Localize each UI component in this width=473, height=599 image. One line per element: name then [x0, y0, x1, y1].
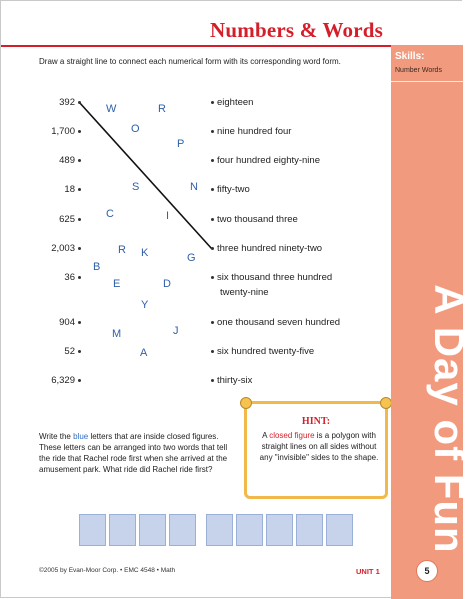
numeral-text: 36	[64, 272, 75, 283]
word-dot	[211, 101, 214, 104]
word-item[interactable]	[211, 316, 340, 330]
unit-label: UNIT 1	[356, 567, 380, 576]
numeral-dot	[78, 130, 81, 133]
numeral-text: 1,700	[51, 126, 75, 137]
word-item[interactable]	[211, 183, 250, 197]
puzzle-letter: R	[118, 244, 126, 256]
question-text	[39, 431, 239, 475]
puzzle-letter: E	[113, 278, 121, 290]
question-blue-word: blue	[73, 432, 89, 441]
word-text: eighteen	[217, 97, 254, 108]
puzzle-letter: B	[93, 261, 101, 273]
word-text: four hundred eighty-nine	[217, 155, 320, 166]
hint-part: A	[262, 431, 270, 440]
copyright-footer: ©2005 by Evan-Moor Corp. • EMC 4548 • Math	[39, 567, 176, 574]
drawn-connecting-line	[79, 102, 212, 249]
numeral-item[interactable]	[21, 214, 81, 225]
numeral-item[interactable]	[21, 184, 81, 195]
sidebar-top-strip	[391, 1, 463, 45]
puzzle-letter: C	[106, 208, 114, 220]
puzzle-letter: A	[140, 347, 148, 359]
answer-box[interactable]	[236, 514, 263, 546]
hint-title: HINT:	[301, 416, 331, 427]
answer-box[interactable]	[109, 514, 136, 546]
pushpin-icon	[240, 397, 252, 409]
numeral-dot	[78, 101, 81, 104]
answer-box[interactable]	[326, 514, 353, 546]
numeral-dot	[78, 321, 81, 324]
puzzle-letter: Y	[141, 299, 149, 311]
numeral-dot	[78, 188, 81, 191]
numeral-text: 2,003	[51, 243, 75, 254]
word-dot	[211, 350, 214, 353]
word-text: one thousand seven hundred	[217, 317, 341, 328]
numeral-item[interactable]	[21, 375, 81, 386]
numeral-item[interactable]	[21, 272, 81, 283]
answer-box[interactable]	[206, 514, 233, 546]
word-item[interactable]	[211, 154, 320, 168]
word-dot	[211, 379, 214, 382]
skills-divider	[391, 81, 463, 82]
numeral-text: 52	[64, 346, 75, 357]
puzzle-letter: P	[177, 138, 185, 150]
word-item[interactable]	[211, 125, 291, 139]
numeral-text: 625	[59, 214, 75, 225]
word-text: three hundred ninety-two	[217, 243, 323, 254]
word-dot	[211, 159, 214, 162]
word-text: thirty-six	[217, 375, 253, 386]
page-title: Numbers & Words	[210, 18, 383, 42]
connecting-line-layer	[1, 1, 391, 599]
numeral-dot	[78, 350, 81, 353]
numeral-item[interactable]	[21, 346, 81, 357]
word-text: fifty-two	[217, 184, 250, 195]
numeral-dot	[78, 159, 81, 162]
instructions: Draw a straight line to connect each numerical form with its corresponding word form.	[39, 57, 341, 66]
puzzle-letter: D	[163, 278, 171, 290]
numeral-dot	[78, 379, 81, 382]
vertical-unit-title: A Day of Fun	[426, 284, 473, 554]
answer-box[interactable]	[169, 514, 196, 546]
puzzle-letter: M	[112, 328, 122, 340]
numeral-item[interactable]	[21, 155, 81, 166]
word-item[interactable]	[211, 213, 298, 227]
numeral-dot	[78, 276, 81, 279]
word-item[interactable]	[211, 345, 314, 359]
numeral-text: 6,329	[51, 375, 75, 386]
skills-value: Number Words	[395, 67, 442, 74]
word-text: twenty-nine	[220, 287, 269, 298]
numeral-text: 904	[59, 317, 75, 328]
puzzle-letter: K	[141, 247, 149, 259]
word-dot	[211, 188, 214, 191]
word-dot	[211, 247, 214, 250]
numeral-dot	[78, 218, 81, 221]
word-dot	[211, 218, 214, 221]
hint-part: is a polygon with straight lines on all sides without any "invisible" sides to the shape.	[259, 431, 379, 462]
word-text: six thousand three hundred	[217, 272, 333, 283]
puzzle-letter: R	[158, 103, 166, 115]
word-dot	[211, 276, 214, 279]
answer-box[interactable]	[266, 514, 293, 546]
word-text: nine hundred four	[217, 126, 292, 137]
puzzle-letter: S	[132, 181, 140, 193]
numeral-text: 392	[59, 97, 75, 108]
numeral-text: 18	[64, 184, 75, 195]
word-item[interactable]	[211, 374, 252, 388]
word-item[interactable]	[211, 271, 332, 285]
main-content	[1, 1, 391, 599]
numeral-dot	[78, 247, 81, 250]
puzzle-letter: W	[106, 103, 117, 115]
numeral-item[interactable]	[21, 126, 81, 137]
hint-box	[244, 401, 388, 499]
numeral-item[interactable]	[21, 243, 81, 254]
puzzle-letter: I	[166, 210, 170, 222]
puzzle-letter: G	[187, 252, 196, 264]
numeral-text: 489	[59, 155, 75, 166]
word-text: two thousand three	[217, 214, 298, 225]
word-item-continuation	[220, 286, 269, 300]
puzzle-letter: N	[190, 181, 198, 193]
skills-label: Skills:	[395, 51, 425, 62]
hint-red-term: closed figure	[269, 431, 315, 440]
numeral-item[interactable]	[21, 97, 81, 108]
hint-text	[255, 430, 383, 463]
word-item[interactable]	[211, 96, 253, 110]
answer-box[interactable]	[296, 514, 323, 546]
question-part: letters that are inside closed figures. These letters can be arranged into two words that tell the ride that Rachel rode first when she arrived at the amusement park. What ride did Rachel ride first?	[39, 432, 228, 474]
word-text: six hundred twenty-five	[217, 346, 315, 357]
answer-box[interactable]	[79, 514, 106, 546]
puzzle-letter: J	[173, 325, 179, 337]
word-item[interactable]	[211, 242, 322, 256]
word-dot	[211, 321, 214, 324]
page-number: 5	[416, 560, 438, 582]
puzzle-letter: O	[131, 123, 140, 135]
numeral-item[interactable]	[21, 317, 81, 328]
answer-box[interactable]	[139, 514, 166, 546]
question-part: Write the	[39, 432, 74, 441]
word-dot	[211, 130, 214, 133]
